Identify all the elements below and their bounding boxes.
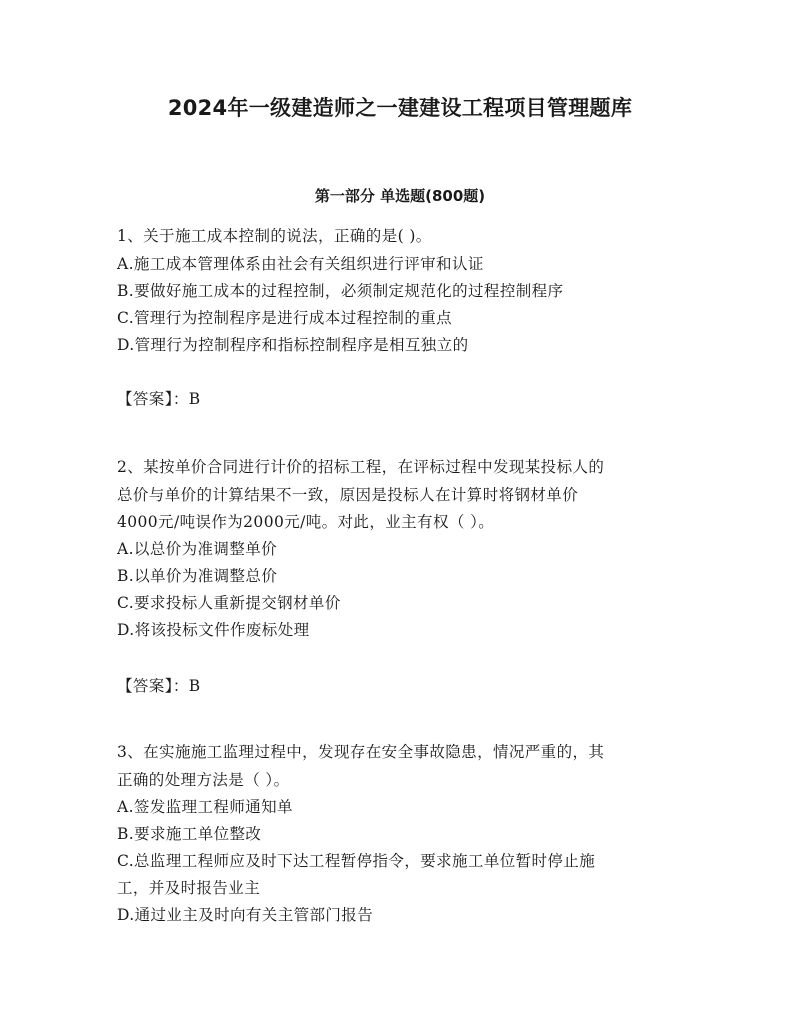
- question-2-answer: 【答案】：B: [117, 677, 201, 695]
- section-title: 第一部分 单选题(800题): [314, 187, 486, 205]
- question-1-option-c: C.管理行为控制程序是进行成本过程控制的重点: [117, 309, 453, 327]
- question-2-option-d: D.将该投标文件作废标处理: [117, 621, 310, 639]
- question-1-answer: 【答案】：B: [117, 390, 201, 408]
- question-2-option-b: B.以单价为准调整总价: [117, 567, 278, 585]
- question-1-stem: 1、关于施工成本控制的说法，正确的是( )。: [117, 227, 432, 245]
- question-2-option-a: A.以总价为准调整单价: [117, 540, 278, 558]
- question-2-option-c: C.要求投标人重新提交钢材单价: [117, 594, 341, 612]
- question-1-option-a: A.施工成本管理体系由社会有关组织进行评审和认证: [117, 255, 484, 273]
- page-title: 2024年一级建造师之一建建设工程项目管理题库: [167, 96, 633, 120]
- question-1-option-b: B.要做好施工成本的过程控制，必须制定规范化的过程控制程序: [117, 282, 564, 300]
- question-3-stem-line-2: 正确的处理方法是（ ）。: [117, 771, 290, 789]
- question-1-option-d: D.管理行为控制程序和指标控制程序是相互独立的: [117, 336, 469, 354]
- question-2-stem-line-3: 4000元/吨误作为2000元/吨。对此，业主有权（ ）。: [117, 513, 495, 531]
- question-3-option-a: A.签发监理工程师通知单: [117, 798, 293, 816]
- question-3-option-d: D.通过业主及时向有关主管部门报告: [117, 906, 374, 924]
- question-2-stem-line-2: 总价与单价的计算结果不一致，原因是投标人在计算时将钢材单价: [117, 486, 579, 504]
- question-3-option-c-continued: 工，并及时报告业主: [117, 879, 261, 897]
- question-3-option-b: B.要求施工单位整改: [117, 825, 262, 843]
- question-2-stem-line-1: 2、某按单价合同进行计价的招标工程，在评标过程中发现某投标人的: [117, 458, 605, 476]
- question-3-option-c: C.总监理工程师应及时下达工程暂停指令，要求施工单位暂时停止施: [117, 852, 596, 870]
- question-3-stem-line-1: 3、在实施施工监理过程中，发现存在安全事故隐患，情况严重的，其: [117, 743, 605, 761]
